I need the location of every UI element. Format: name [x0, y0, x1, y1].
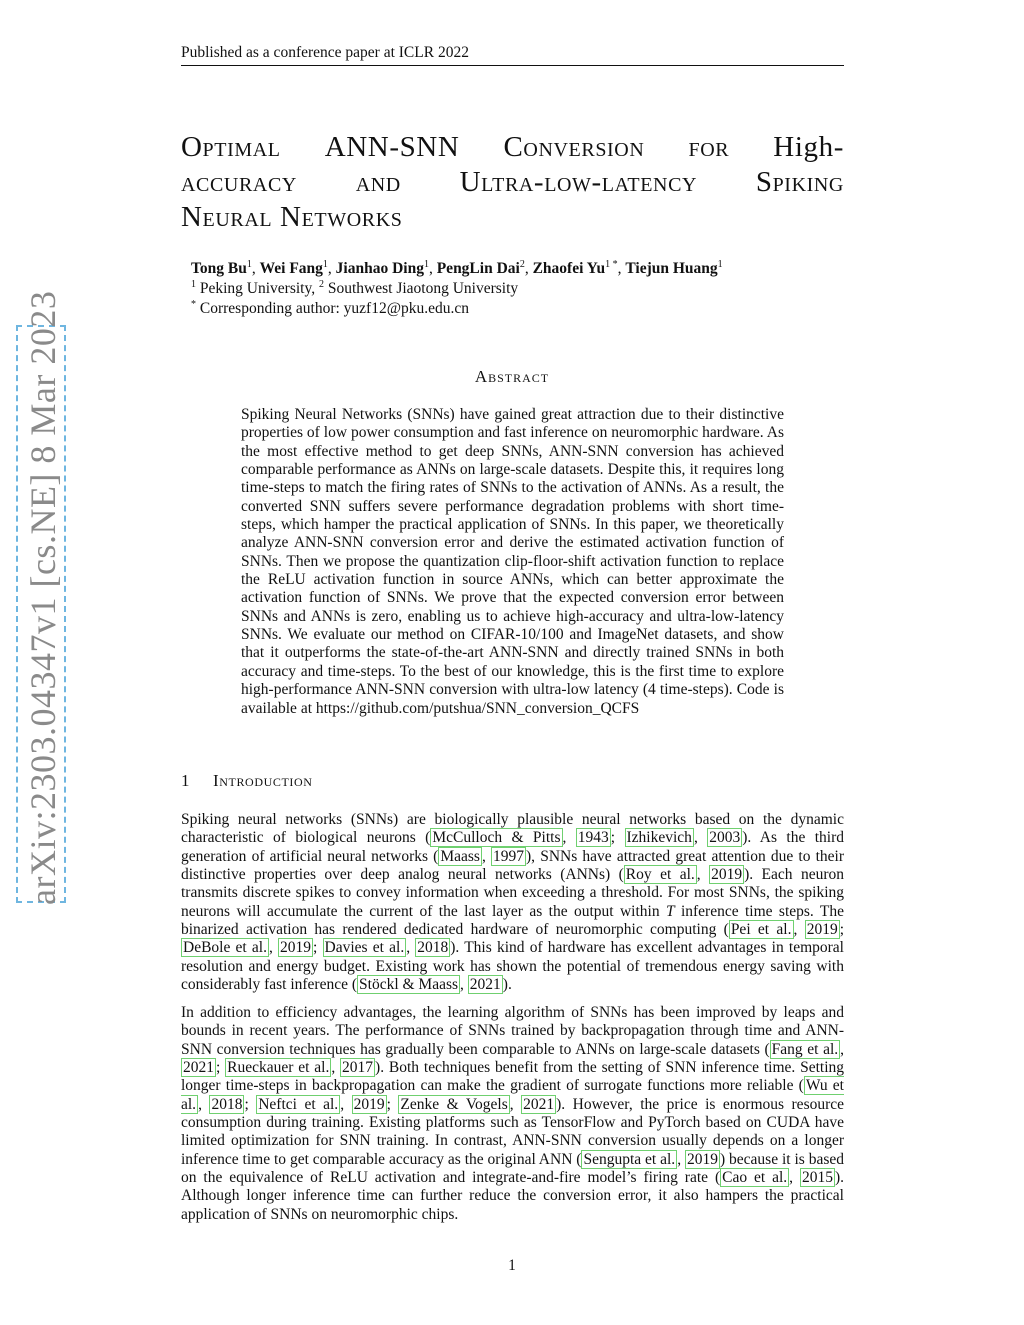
citation-link[interactable]: 2019 — [280, 939, 312, 957]
citation-link[interactable]: Maass — [440, 847, 480, 865]
citation-link[interactable]: 2019 — [353, 1095, 385, 1113]
paragraph-text: , — [793, 921, 805, 939]
paragraph-text: ). As the third generation of artificial neural networks ( — [181, 829, 845, 865]
section-title: Introduction — [213, 771, 313, 790]
paragraph-text: , — [406, 939, 416, 957]
paragraph-text: , — [677, 1150, 685, 1168]
citation-link[interactable]: Stöckl & Maass — [359, 976, 459, 994]
title-word: Neural Networks — [181, 201, 403, 233]
intro-paragraph-2 — [181, 1004, 844, 1224]
title-word: Optimal — [181, 131, 281, 163]
title-word: ANN-SNN — [324, 131, 460, 163]
affiliation: Southwest Jiaotong University — [327, 280, 519, 297]
author-list: Tong Bu$^1$, Wei Fang$^1$, Jianhao Ding$^1$, PengLin Dai$^2$, Zhaofei $Yu^{1 *}$, Tiejun Huang$^1$ — [191, 259, 723, 277]
paragraph-text: ; — [313, 939, 323, 957]
author-affiliation: 1 — [717, 259, 723, 270]
citation-link[interactable]: 2018 — [211, 1095, 243, 1113]
citation-link[interactable]: 2021 — [523, 1095, 555, 1113]
paper-title — [181, 130, 844, 235]
title-word: for — [688, 131, 730, 163]
paragraph-text: , — [840, 1040, 844, 1058]
intro-paragraph-1 — [181, 811, 844, 994]
author-affiliation: 1 * — [605, 259, 618, 270]
paragraph-text: , — [198, 1095, 210, 1113]
citation-link[interactable]: 2017 — [342, 1059, 374, 1077]
paragraph-text: , — [331, 1059, 341, 1077]
corresponding-author: * Corresponding author: yuzf12@pku.edu.cn — [191, 299, 469, 317]
title-word: Conversion — [503, 131, 645, 163]
paragraph-text: , — [481, 847, 491, 865]
paragraph-text: ) because it is based on the equivalence of ReLU activation and integrate-and-fire model’s firing rate ( — [181, 1150, 845, 1187]
paragraph-text: ). Both techniques benefit from the setting of SNN inference time. Setting longer time-steps in backpropagation can make the gradient of surrogate functions more reliable ( — [181, 1059, 845, 1095]
author-block — [191, 259, 831, 319]
citation-link[interactable]: 1943 — [577, 829, 609, 847]
author-name: Tong Bu — [191, 260, 247, 277]
paragraph-text: ; — [244, 1095, 257, 1113]
title-word: and — [355, 166, 401, 198]
paragraph-text: Spiking neural networks (SNNs) are biologically plausible neural networks based on the dynamic characteristic of biological neurons ( — [181, 811, 844, 847]
paragraph-text: , — [509, 1095, 522, 1113]
author-name: Jianhao Ding — [335, 260, 424, 277]
paragraph-text: , — [789, 1169, 800, 1187]
citation-link[interactable]: Davies et al. — [324, 939, 405, 957]
title-line-3 — [181, 200, 844, 235]
citation-link[interactable]: 1997 — [493, 847, 524, 865]
citation-link[interactable]: Rueckauer et al. — [227, 1059, 330, 1077]
paragraph-text: , — [693, 829, 708, 847]
citation-link[interactable]: 2019 — [806, 921, 838, 939]
paragraph-text: , — [696, 866, 710, 884]
paragraph-text: ; — [839, 921, 844, 939]
paragraph-text: ; — [216, 1059, 226, 1077]
title-word: accuracy — [181, 166, 297, 198]
citation-link[interactable]: Izhikevich — [626, 829, 692, 847]
arxiv-stamp[interactable] — [16, 290, 66, 905]
citation-link[interactable]: Roy et al. — [625, 866, 695, 884]
citation-link[interactable]: Fang et al. — [771, 1040, 839, 1058]
author-name: PengLin Dai — [436, 260, 520, 277]
citation-link[interactable]: 2003 — [709, 829, 741, 847]
paragraph-text: ; — [610, 829, 625, 847]
affiliations: $^1$ Peking University, $^2$ Southwest Jiaotong University — [191, 279, 519, 297]
author-affiliation: 1 — [246, 259, 252, 270]
affiliation: Peking University, — [199, 280, 316, 297]
title-line-2 — [181, 165, 844, 200]
paragraph-text: inference time steps. The binarized activation has rendered dedicated hardware of neuromorphic computing ( — [181, 902, 844, 939]
citation-link[interactable]: 2021 — [183, 1059, 214, 1077]
title-word: Spiking — [755, 166, 844, 198]
paragraph-text: , — [268, 939, 279, 957]
title-word: Ultra-low-latency — [459, 166, 698, 198]
author-name: Tiejun Huang — [625, 260, 718, 277]
paragraph-text: In addition to efficiency advantages, the learning algorithm of SNNs has been improved by leaps and bounds in recent years. The performance of SNNs trained by backpropagation through time and ANN-SNN conversion techniques has gradually been comparable to ANNs on large-scale datasets ( — [181, 1004, 844, 1058]
paragraph-text: , — [460, 976, 468, 994]
citation-link[interactable]: Cao et al. — [722, 1169, 788, 1187]
arxiv-id: arXiv:2303.04347v1 [cs.NE] 8 Mar 2023 — [23, 290, 63, 905]
abstract-text: Spiking Neural Networks (SNNs) have gained great attraction due to their distinctive properties of low power consumption and fast inference on neuromorphic hardware. As the most effective method to get deep SNNs, ANN-SNN conversion has achieved comparable performance as ANNs on large-scale datasets. Despite this, it requires long time-steps to match the firing rates of SNNs to the activation of ANNs. As a result, the converted SNN suffers severe performance degradation problems with short time-steps, which hamper the practical application of SNNs. In this paper, we theoretically analyze ANN-SNN conversion error and derive the estimated activation function of SNNs. Then we propose the quantization clip-floor-shift activation function to replace the ReLU activation function in source ANNs, which can better approximate the activation function of SNNs. We prove that the expected conversion error between SNNs and ANNs is zero, enabling us to achieve high-accuracy and ultra-low-latency SNNs. We evaluate our method on CIFAR-10/100 and ImageNet datasets, and show that it outperforms the state-of-the-art ANN-SNN and directly trained SNNs in both accuracy and time-steps. To the best of our knowledge, this is the first time to explore high-performance ANN-SNN conversion with ultra-low latency (4 time-steps). Code is available at https://github.com/putshua/SNN_conversion_QCFS — [241, 406, 784, 717]
title-word: High- — [773, 131, 844, 163]
section-number: 1 — [181, 771, 191, 790]
section-heading — [181, 771, 844, 791]
paragraph-text: , — [340, 1095, 352, 1113]
abstract-heading: Abstract — [474, 367, 550, 386]
paragraph-text: ). Each neuron transmits discrete spikes to convey information when exceeding a threshold. For most SNNs, the spiking neurons will accumulate the current of the last layer as the output within — [181, 866, 845, 920]
paragraph-text: , — [562, 829, 576, 847]
paragraph-text: ). This kind of hardware has excellent advantages in temporal resolution and energy budget. Existing work has shown the potential of tremendous energy saving with considerably fast inference ( — [181, 939, 844, 994]
math-symbol: T — [665, 902, 675, 920]
citation-link[interactable]: Sengupta et al. — [583, 1150, 676, 1168]
citation-link[interactable]: Zenke & Vogels — [400, 1095, 508, 1113]
citation-link[interactable]: Wu et al. — [181, 1077, 844, 1113]
running-header: Published as a conference paper at ICLR 2022 — [181, 44, 844, 66]
paragraph-text: ; — [386, 1095, 399, 1113]
page-number: 1 — [508, 1257, 516, 1274]
paragraph-text: ). — [502, 976, 512, 994]
author-name: Wei Fang — [259, 260, 323, 277]
citation-link[interactable]: 2015 — [801, 1169, 833, 1187]
paragraph-text: ). However, the price is enormous resource consumption during training. Existing platforms such as TensorFlow and PyTorch based on CUDA have limited optimization for SNN training. In contrast, ANN-SNN conversion usually depends on a longer inference time to get comparable accuracy as the original ANN ( — [181, 1095, 845, 1168]
citation-link[interactable]: 2021 — [469, 976, 501, 994]
author-affiliation: 1 — [322, 259, 328, 270]
paragraph-text: ), SNNs have attracted great attention due to their distinctive properties over deep analog neural networks (ANNs) ( — [181, 847, 845, 884]
author-affiliation: 2 — [519, 259, 525, 270]
title-line-1 — [181, 130, 844, 165]
citation-link[interactable]: Pei et al. — [730, 921, 792, 939]
citation-link[interactable]: 2019 — [686, 1150, 718, 1168]
citation-link[interactable]: Neftci et al. — [258, 1095, 339, 1113]
paragraph-text: ). Although longer inference time can further reduce the conversion error, it also hampers the practical application of SNNs on neuromorphic chips. — [181, 1169, 845, 1223]
author-name: Zhaofei Yu — [532, 260, 606, 277]
citation-link[interactable]: 2019 — [711, 866, 743, 884]
citation-link[interactable]: 2018 — [417, 939, 449, 957]
citation-link[interactable]: DeBole et al. — [183, 939, 267, 957]
author-affiliation: 1 — [423, 259, 429, 270]
citation-link[interactable]: McCulloch & Pitts — [432, 829, 561, 847]
